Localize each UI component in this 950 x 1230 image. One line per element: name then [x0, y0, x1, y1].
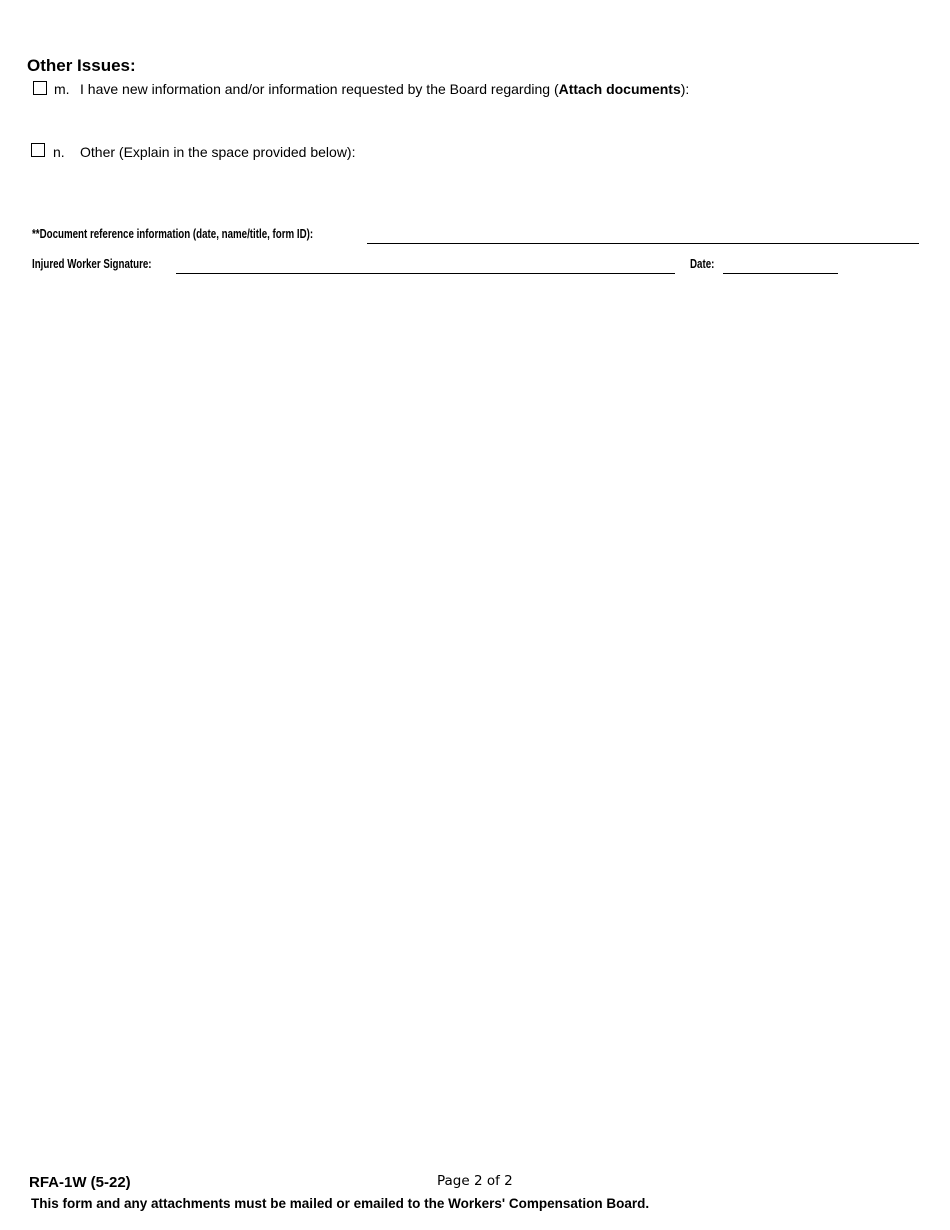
checkbox-item-n[interactable]	[31, 143, 45, 157]
document-reference-field[interactable]	[367, 243, 919, 244]
document-reference-label: **Document reference information (date, name/title, form ID):	[32, 227, 314, 241]
signature-label: Injured Worker Signature:	[32, 257, 152, 271]
footer-note: This form and any attachments must be mailed or emailed to the Workers' Compensation Board.	[31, 1196, 650, 1211]
page-number: Page 2 of 2	[437, 1173, 513, 1189]
item-text-n: Other (Explain in the space provided below):	[80, 144, 356, 160]
signature-field[interactable]	[176, 273, 675, 274]
attach-documents-emphasis: Attach documents	[558, 81, 681, 97]
form-id: RFA-1W (5-22)	[29, 1174, 131, 1191]
item-letter-n: n.	[53, 144, 65, 160]
item-text-m	[80, 81, 689, 97]
checkbox-item-m[interactable]	[33, 81, 47, 95]
item-letter-m: m.	[54, 81, 70, 97]
date-field[interactable]	[723, 273, 838, 274]
item-text-m-end: ):	[680, 81, 690, 97]
section-title: Other Issues:	[27, 56, 136, 75]
date-label: Date:	[690, 257, 715, 271]
item-text-m-start: I have new information and/or information requested by the Board regarding (	[80, 81, 559, 97]
